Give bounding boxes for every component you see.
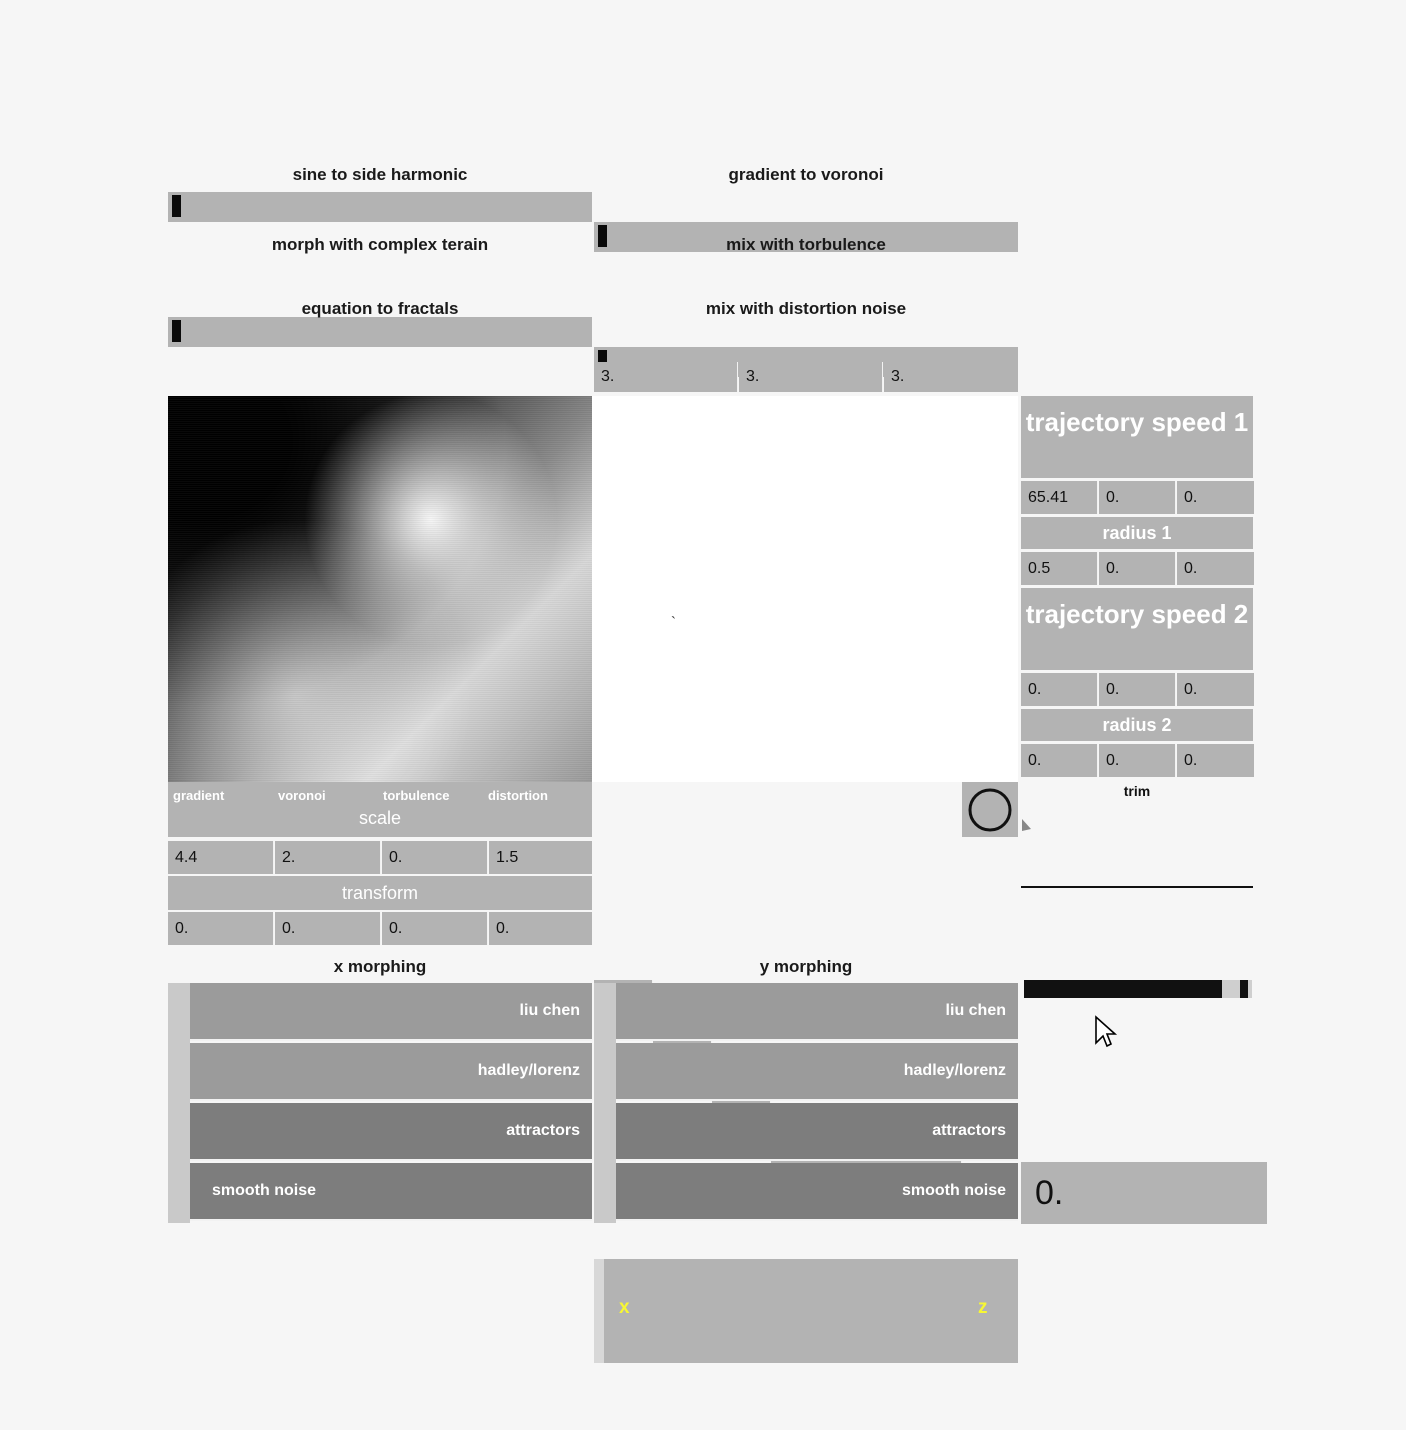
x-morphing-item-hadley-lorenz[interactable]: hadley/lorenz: [190, 1043, 592, 1101]
noise-field-preview[interactable]: [168, 396, 592, 782]
transform-value-2[interactable]: 0.: [275, 912, 381, 945]
scale-label: scale: [168, 808, 592, 829]
slider-sine-to-side-harmonic[interactable]: [168, 192, 592, 222]
x-morphing-gutter[interactable]: [168, 983, 190, 1223]
y-morphing-item-hadley-lorenz[interactable]: hadley/lorenz: [616, 1043, 1018, 1101]
radius-2-x[interactable]: 0.: [1021, 744, 1098, 777]
trajectory-speed-2-x[interactable]: 0.: [1021, 673, 1098, 706]
slider-label-mix-with-distortion-noise: mix with distortion noise: [705, 299, 907, 318]
trim-fill: [1024, 980, 1222, 998]
xz-pad-x-label: x: [619, 1297, 630, 1318]
trajectory-speed-1-title: trajectory speed 1: [1021, 396, 1253, 478]
radius-1-z[interactable]: 0.: [1177, 552, 1254, 585]
trajectory-speed-1-x[interactable]: 65.41: [1021, 481, 1098, 514]
scale-value-torbulence[interactable]: 0.: [382, 841, 488, 874]
render-viewport[interactable]: [168, 396, 1018, 782]
xz-pad[interactable]: [594, 1259, 1018, 1363]
trajectory-speed-2-y[interactable]: 0.: [1099, 673, 1176, 706]
top-number-3[interactable]: 3.: [884, 362, 1018, 392]
radius-2-z[interactable]: 0.: [1177, 744, 1254, 777]
y-morphing-item-smooth-noise[interactable]: smooth noise: [616, 1163, 1018, 1221]
y-morphing-gutter[interactable]: [594, 983, 616, 1223]
param-header-torbulence: torbulence: [383, 788, 450, 803]
trim-pointer-icon: [1021, 818, 1033, 832]
param-header-distortion: distortion: [488, 788, 548, 803]
scale-value-distortion[interactable]: 1.5: [489, 841, 592, 874]
y-morphing-title: y morphing: [759, 957, 853, 976]
y-morphing-item-attractors[interactable]: attractors: [616, 1103, 1018, 1161]
master-dial[interactable]: [962, 782, 1018, 837]
trajectory-speed-2-title: trajectory speed 2: [1021, 588, 1253, 670]
radius-2-y[interactable]: 0.: [1099, 744, 1176, 777]
xz-pad-gutter[interactable]: [594, 1259, 604, 1363]
trajectory-speed-1-y[interactable]: 0.: [1099, 481, 1176, 514]
trajectory-speed-2-z[interactable]: 0.: [1177, 673, 1254, 706]
transform-value-1[interactable]: 0.: [168, 912, 274, 945]
slider-label-equation-to-fractals: equation to fractals: [301, 299, 459, 318]
trim-label: trim: [1123, 783, 1151, 799]
param-header-strip: [168, 782, 592, 837]
slider-morph-with-complex-terain[interactable]: [168, 317, 592, 347]
y-morphing-item-liu-chen[interactable]: liu chen: [616, 983, 1018, 1041]
scale-value-voronoi[interactable]: 2.: [275, 841, 381, 874]
transform-label: transform: [168, 876, 592, 910]
slider-label-morph-with-complex-terain: morph with complex terain: [271, 235, 489, 254]
xz-pad-z-label: z: [978, 1297, 988, 1318]
param-header-voronoi: voronoi: [278, 788, 326, 803]
y-morphing-list: [594, 983, 1018, 1223]
x-morphing-title: x morphing: [333, 957, 427, 976]
output-value[interactable]: 0.: [1021, 1162, 1267, 1224]
slider-handle[interactable]: [172, 195, 181, 217]
trajectory-speed-1-z[interactable]: 0.: [1177, 481, 1254, 514]
radius-1-title: radius 1: [1021, 517, 1253, 549]
panel-divider: [1021, 886, 1253, 888]
top-number-1[interactable]: 3.: [594, 362, 738, 392]
scale-value-gradient[interactable]: 4.4: [168, 841, 274, 874]
x-morphing-item-smooth-noise[interactable]: smooth noise: [190, 1163, 592, 1221]
trim-knob[interactable]: [1240, 980, 1248, 998]
x-morphing-item-liu-chen[interactable]: liu chen: [190, 983, 592, 1041]
rotary-dial-icon: [967, 787, 1013, 833]
radius-1-y[interactable]: 0.: [1099, 552, 1176, 585]
slider-handle[interactable]: [172, 320, 181, 342]
top-number-2[interactable]: 3.: [739, 362, 883, 392]
slider-label-gradient-to-voronoi: gradient to voronoi: [728, 165, 884, 184]
radius-2-title: radius 2: [1021, 709, 1253, 741]
marker-tick: `: [671, 614, 676, 631]
slider-label-mix-with-torbulence: mix with torbulence: [726, 235, 886, 254]
radius-1-x[interactable]: 0.5: [1021, 552, 1098, 585]
slider-label-sine-to-side-harmonic: sine to side harmonic: [292, 165, 468, 184]
x-morphing-list: [168, 983, 592, 1223]
x-morphing-item-attractors[interactable]: attractors: [190, 1103, 592, 1161]
mouse-cursor-icon: [1094, 1015, 1118, 1054]
trim-slider[interactable]: [1024, 980, 1252, 998]
transform-value-4[interactable]: 0.: [489, 912, 592, 945]
param-header-gradient: gradient: [173, 788, 225, 803]
transform-value-3[interactable]: 0.: [382, 912, 488, 945]
